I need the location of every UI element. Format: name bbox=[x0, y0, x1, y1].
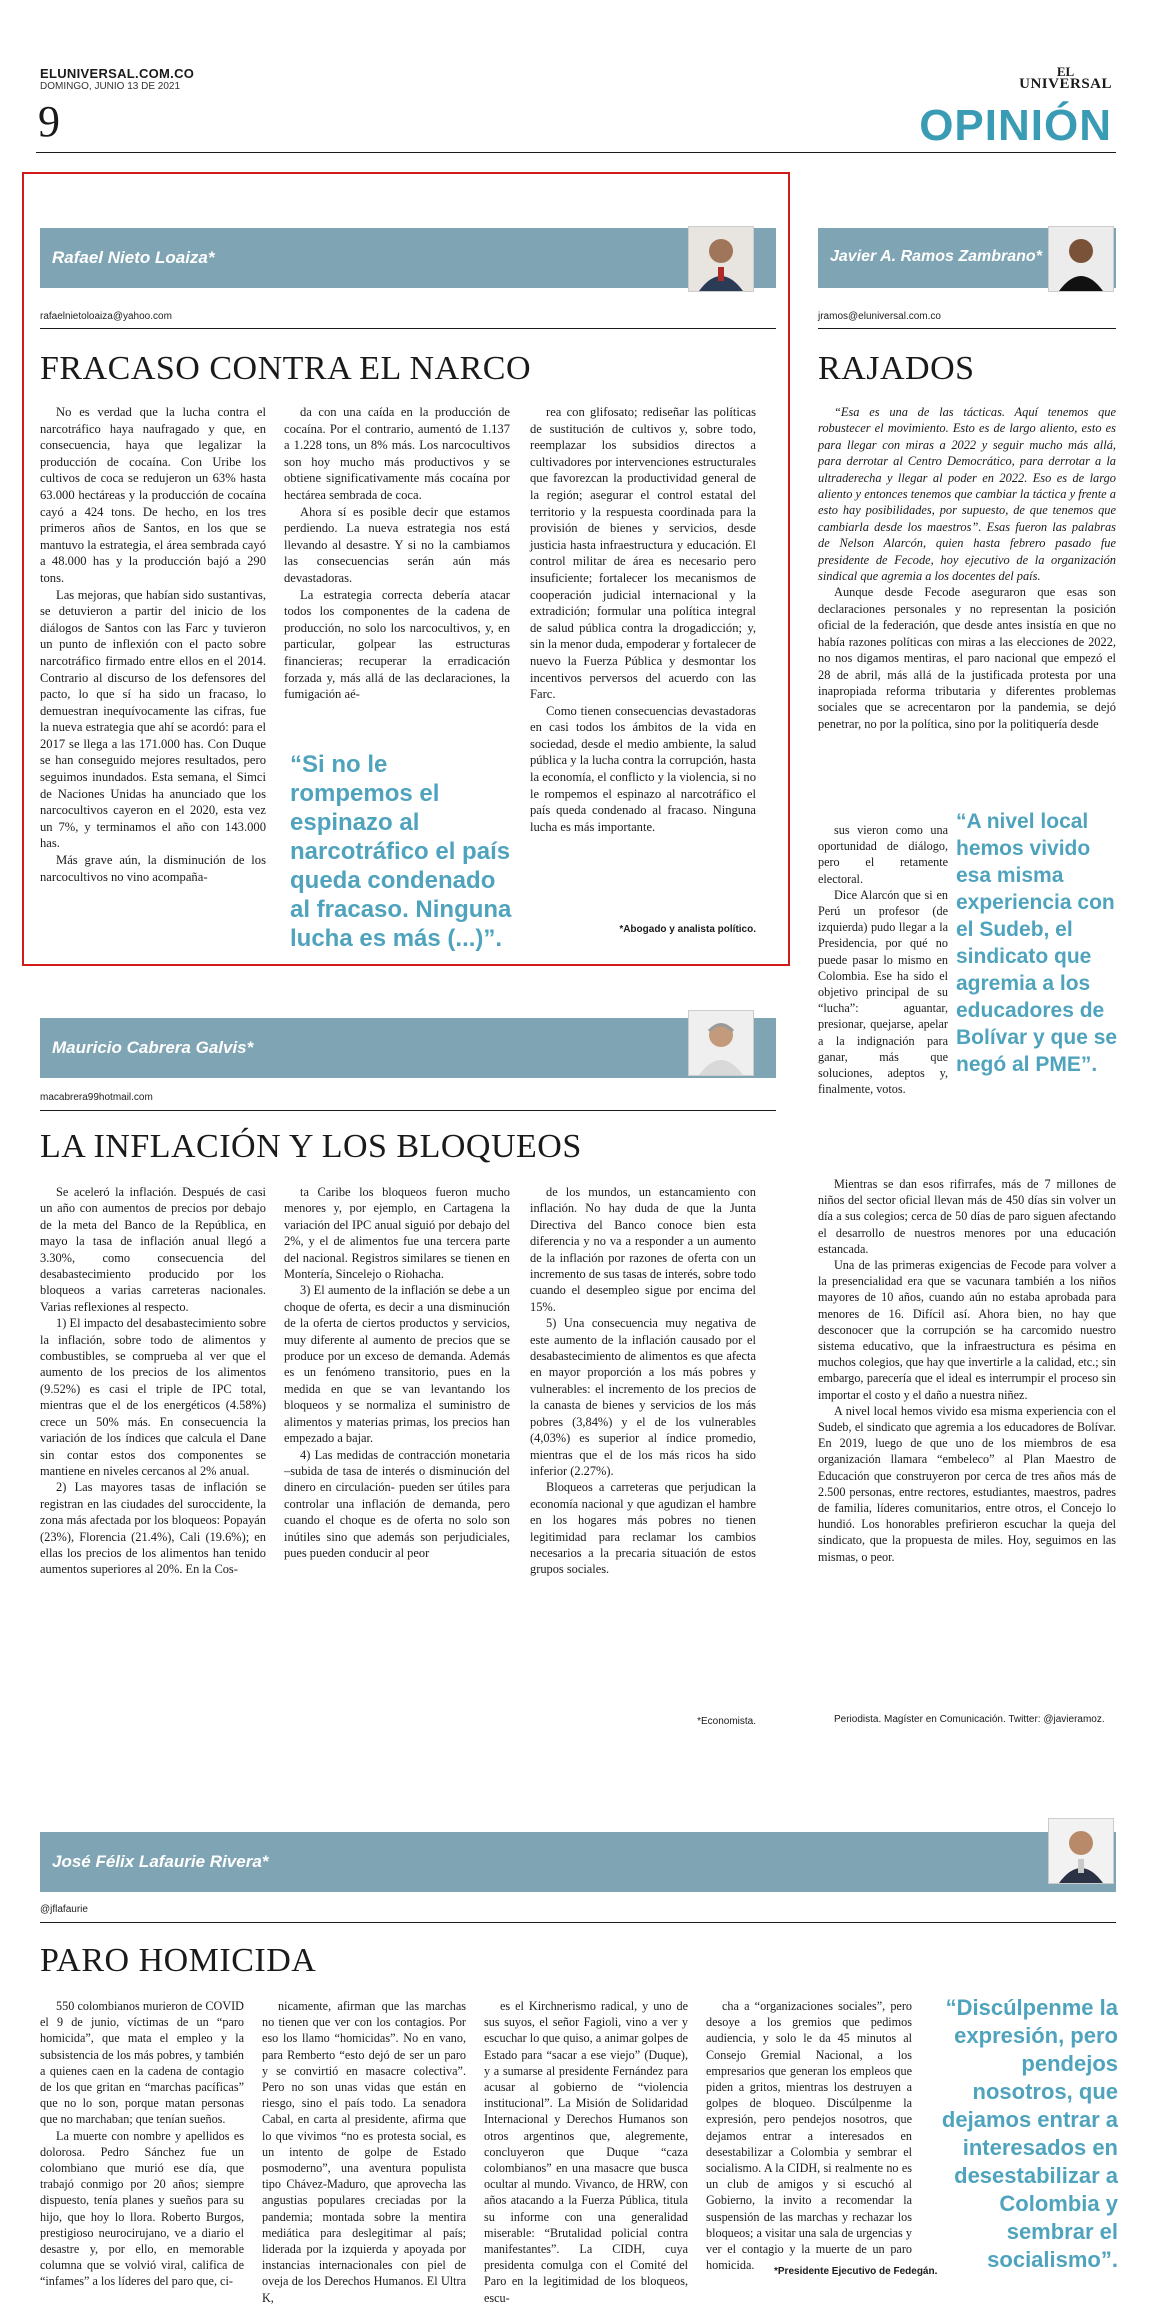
paragraph: A nivel local hemos vivido esa misma experiencia con el Sudeb, el sindicato que agremia a los educadores de Bolívar. En 2019, luego de que uno de los miembros de esa organización llamara “embeleco” al Plan Maestro de Educación que construyeron por cerca de tres años más de 2.500 personas, entre rectores, estudiantes, maestros, padres de familia, líderes comunitarios, entre otros, el Concejo lo hundió. Los honorables prefirieron escuchar la queja del sindicato, que la propuesta de miles. Hoy, seguimos en las mismas, o peor. bbox=[818, 1403, 1116, 1564]
author-email[interactable]: macabrera99hotmail.com bbox=[40, 1092, 153, 1103]
paragraph: de los mundos, un estancamiento con inflación. No hay duda de que la Junta Directiva del Banco conoce bien esta diferencia y no va a responder a un aumento de la inflación por razones de oferta con un incremento de sus tasas de interés, sobre todo cuando el desempleo sigue por encima del 15%. bbox=[530, 1185, 756, 1314]
author-name: Mauricio Cabrera Galvis* bbox=[52, 1038, 254, 1057]
logo-bottom: UNIVERSAL bbox=[1019, 76, 1112, 92]
paragraph: 4) Las medidas de contracción monetaria –subida de tasa de interés o disminución del dinero en circulación- pueden ser útiles para controlar una inflación de demanda, pero cuando el choque es de oferta no solo son inútiles sino que además son perjudiciales, pues pueden conducir al peor bbox=[284, 1447, 510, 1560]
paragraph: es el Kirchnerismo radical, y uno de sus suyos, el señor Fagioli, vino a ver y escuchar lo que quiso, a animar golpes de Estado para “sacar a ese viejo” (Duque), y a sumarse al presidente Fernández para acusar al gobierno de “violencia institucional”. La Misión de Solidaridad Internacional y Derechos Humanos son otros argentinos que, alegremente, concluyeron que Duque “caza colombianos” en una masacre que busca ocultar al mundo. Vivanco, de HRW, con años atacando a la Fuerza Pública, titula su informe con una generalidad miserable: “Brutalidad policial contra manifestantes”. La CIDH, cuya presidenta comulga con el Comité del Paro en la legitimidad de los bloqueos, escu- bbox=[484, 1999, 688, 2305]
headline: RAJADOS bbox=[818, 350, 975, 387]
headline: PARO HOMICIDA bbox=[40, 1942, 317, 1979]
article-column bbox=[284, 404, 510, 703]
paragraph: Aunque desde Fecode aseguraron que esas son declaraciones personales y no representan la posición oficial de la federación, que desde antes insistía en que no había razones políticas con miras a las elecciones de 2022, no nos digamos mentiras, el paro nacional que empezó el 28 de abril, más allá de la justificada protesta por una inapropiada reforma tributaria y diferentes problemas sociales que se acrecentaron por la pandemia, se dejó penetrar, no por la política, sino por la politiquería desde bbox=[818, 585, 1116, 731]
paragraph: Una de las primeras exigencias de Fecode para volver a la presencialidad era que se vacunara también a los niños mayores de 10 años, cuando aún no estaba aprobada para menores de 16. Difícil así. Ahora bien, no hay que desconocer que la corrupción se ha carcomido nuestro sistema educativo, que la infraestructura es pésima en muchos colegios, que hay que invertirle a la calidad, etc.; sin embargo, parecería que el ideal es interrumpir el proceso sin importar el costo y el daño a nuestra niñez. bbox=[818, 1258, 1116, 1402]
paragraph: 5) Una consecuencia muy negativa de este aumento de la inflación causado por el desabastecimiento de alimentos es que afecta en mayor proporción a los más pobres y vulnerables: el incremento de los precios de la canasta de bienes y servicios de los más pobres (3,84%) y el de los vulnerables (4,03%) es superior al índice promedio, mientras que el de los más ricos ha sido inferior (2.27%). bbox=[530, 1316, 756, 1478]
byline-rule bbox=[40, 1110, 776, 1111]
pull-quote: “Si no le rompemos el espinazo al narcotráfico el país queda condenado al fracaso. Ninguna lucha es más (...)”. bbox=[290, 751, 512, 952]
logo-top: EL bbox=[1056, 64, 1075, 79]
article-column bbox=[818, 822, 948, 1097]
paragraph: 550 colombianos murieron de COVID el 9 de junio, víctimas de un “paro homicida”, que mata el empleo y la subsistencia de los más pobres, y también a quienes caen en la cadena de contagio de los que gritan en “marchas pacíficas” que no lo son, porque matan personas que no marchaban; que tenían sueños. bbox=[40, 1999, 244, 2127]
article-column bbox=[40, 1184, 266, 1578]
paragraph: Ahora sí es posible decir que estamos perdiendo. La nueva estrategia nos está llevando al desastre. Y si no la cambiamos las consecuencias serán aún más devastadoras. bbox=[284, 504, 510, 585]
article-column bbox=[262, 1998, 466, 2306]
masthead-date: DOMINGO, JUNIO 13 DE 2021 bbox=[40, 81, 181, 92]
paragraph: “Esa es una de las tácticas. Aquí tenemos que robustecer el movimiento. Esto es de largo aliento, esto es para llegar con miras a 2022 y seguir mucho más allá, para derrotar al Centro Democrático, para derrotar a la ultraderecha y llegar al poder en 2022. Eso es de largo aliento y entonces tenemos que cambiar la táctica y frente a esto hay posibilidades, por supuesto, de que tenemos que cambiarla desde los maestros”. Esas fueron las palabras de Nelson Alarcón, quien hasta febrero pasado fue presidente de Fecode, hoy ejecutivo de la organización sindical que agremia a los docentes del país. bbox=[818, 405, 1116, 584]
author-signature: *Abogado y analista político. bbox=[619, 924, 756, 935]
page-number: 9 bbox=[38, 97, 60, 146]
article-column bbox=[818, 1176, 1116, 1565]
article-column bbox=[40, 404, 266, 885]
paragraph: rea con glifosato; rediseñar las políticas de sustitución de cultivos y, sobre todo, reemplazar los subsidios directos a cultivadores por intervenciones estructurales que favorezcan la productividad general de la región; asegurar el control estatal del territorio y la respuesta coordinada para la provisión de bienes y servicios, desde justicia hasta infraestructura y educación. El control militar de área es necesario pero insuficiente; fortalecer los mecanismos de cooperación judicial internacional y la extradición; formular una política integral de salud pública contra la drogadicción; y, sin la menor duda, empoderar y fortalecer de nuevo la Fuerza Pública y desmontar los incentivos perversos del acuerdo con las Farc. bbox=[530, 405, 756, 702]
article-column bbox=[706, 1998, 912, 2273]
pull-quote: “Discúlpenme la expresión, pero pendejos nosotros, que dejamos entrar a interesados en desestabilizar a Colombia y sembrar el socialismo”. bbox=[941, 1995, 1118, 2272]
paragraph: Se aceleró la inflación. Después de casi un año con aumentos de precios por debajo de la meta del Banco de la República, en mayo la tasa de inflación anual llegó a 3.30%, como consecuencia del desabastecimiento producido por los bloqueos a varias carreteras nacionales. Varias reflexiones al respecto. bbox=[40, 1185, 266, 1314]
author-email[interactable]: @jflafaurie bbox=[40, 1904, 88, 1915]
author-name: José Félix Lafaurie Rivera* bbox=[52, 1852, 269, 1871]
paragraph: La muerte con nombre y apellidos es dolorosa. Pedro Sánchez fue un colombiano que murió ese día, que trabajó conmigo por 20 años; siempre dispuesto, tenía planes y sueños para su hijo, que hoy lo llora. Roberto Burgos, prestigioso neurocirujano, ve a diario el desastre y, por ello, en memorable columna que se volvió viral, califica de “infames” a los líderes del paro que, ci- bbox=[40, 2128, 244, 2289]
article-column bbox=[530, 1184, 756, 1578]
paragraph: Como tienen consecuencias devastadoras en casi todos los ámbitos de la vida en sociedad, desde el medio ambiente, la salud pública y la lucha contra la corrupción, hasta la economía, el conflicto y la violencia, si no le rompemos el espinazo al narcotráfico el país queda condenado al fracaso. Ninguna lucha es más importante. bbox=[530, 703, 756, 834]
article-column bbox=[284, 1184, 510, 1561]
paragraph: Dice Alarcón que si en Perú un profesor (de izquierda) pudo llegar a la Presidencia, por qué no puede pasar lo mismo en Colombia. Ese ha sido el objetivo principal de su “lucha”: aguantar, presionar, quejarse, apelar a la indignación para ganar, más que soluciones, adeptos y, finalmente, votos. bbox=[818, 887, 948, 1097]
paragraph: 2) Las mayores tasas de inflación se registran en las ciudades del suroccidente, la zona más afectada por los bloqueos: Popayán (23%), Florencia (21.4%), Cali (19.6%); en ellas los precios de los alimentos han tenido aumentos superiores al 20%. En la Cos- bbox=[40, 1480, 266, 1577]
byline-rule bbox=[40, 328, 776, 329]
author-photo-icon bbox=[688, 1010, 754, 1076]
paragraph: da con una caída en la producción de cocaína. Por el contrario, aumentó de 1.137 a 1.228 tons, un 8% más. Los narcocultivos son hoy mucho más productivos y se obtiene significativamente más cocaína por hectárea sembrada de coca. bbox=[284, 405, 510, 502]
masthead-site: ELUNIVERSAL.COM.CO bbox=[40, 66, 195, 81]
author-name: Rafael Nieto Loaiza* bbox=[52, 248, 215, 267]
author-photo-icon bbox=[688, 226, 754, 292]
newspaper-logo bbox=[1019, 66, 1112, 90]
article-column bbox=[530, 404, 756, 835]
author-signature: *Economista. bbox=[697, 1716, 756, 1727]
article-column bbox=[484, 1998, 688, 2306]
paragraph: Mientras se dan esos rifirrafes, más de 7 millones de niños del sector oficial llevan más de 450 días sin volver un día a sus colegios; cerca de 50 días de paro siguen afectando el desarrollo de nuestros menores por una educación estancada. bbox=[818, 1177, 1116, 1256]
paragraph: 3) El aumento de la inflación se debe a un choque de oferta, es decir a una disminución de la oferta de ciertos productos y servicios, muy diferente al aumento de precios que se produce por un exceso de demanda. Además es un fenómeno transitorio, pues en la medida en que se van levantando los bloqueos y se normaliza el suministro de alimentos y materias primas, los precios han empezado a bajar. bbox=[284, 1283, 510, 1446]
masthead-divider bbox=[36, 152, 1116, 153]
paragraph: Más grave aún, la disminución de los narcocultivos no vino acompaña- bbox=[40, 853, 266, 884]
paragraph: Las mejoras, que habían sido sustantivas, se detuvieron a partir del inicio de los diálogos de Santos con las Farc y tuvieron un punto de inflexión con el pacto sobre narcotráfico firmado entre ellos en el 2014. Contrario al discurso de los defensores del pacto, lo que sí ha sido un fracaso, lo demuestran inequívocamente las cifras, fue la nueva estrategia que ahí se acordó: para el 2017 se llega a las 171.000 has. Con Duque se han conseguido mejores resultados, pero seguimos inundados. Esta semana, el Simci de Naciones Unidas ha anunciado que los narcocultivos cayeron en el 2020, esta vez un 7%, y terminamos el año con 143.000 has. bbox=[40, 587, 266, 851]
author-email[interactable]: rafaelnietoloaiza@yahoo.com bbox=[40, 311, 172, 322]
paragraph: nicamente, afirman que las marchas no tienen que ver con los contagios. Por eso los llamo “homicidas”. No en vano, para Remberto “esto dejó de ser un paro y se convirtió en masacre colectiva”. Pero no son unas vidas que están en riesgo, sino el país todo. La senadora Cabal, en carta al presidente, afirma que lo que vivimos “no es protesta social, es un intento de golpe de Estado posmoderno”, una aventura populista tipo Chávez-Maduro, que aprovecha las angustias populares creciadas por la pandemia; montada sobre la mentira mediática para deslegitimar al país; liderada por la izquierda y apoyada por instancias internacionales con piel de oveja de los Derechos Humanos. El Ultra K, bbox=[262, 1999, 466, 2305]
byline-rule bbox=[40, 1922, 1116, 1923]
paragraph: La estrategia correcta debería atacar todos los componentes de la cadena de producción, no solo los narcocultivos, y, en particular, golpear las estructuras financieras; recuperar la erradicación forzada y, más allá de las declaraciones, la fumigación aé- bbox=[284, 587, 510, 702]
paragraph: cha a “organizaciones sociales”, pero desoye a los gremios que pedimos audiencia, y solo le da 45 minutos al Consejo Gremial Nacional, a los empresarios que generan los empleos que piden a gritos, mientras los destruyen a golpes de bloqueo. Discúlpenme la expresión, pero pendejos nosotros, que dejamos entrar a interesados en desestabilizar a Colombia y sembrar el socialismo. A la CIDH, si realmente no es un club de amigos y si escuchó al Gobierno, la invito a recomendar la suspensión de las marchas y rechazar los bloqueos; a visitar una sala de urgencias y ver el contagio y la muerte de un paro homicida. bbox=[706, 1999, 912, 2273]
author-photo-icon bbox=[1048, 226, 1114, 292]
pull-quote: “A nivel local hemos vivido esa misma experiencia con el Sudeb, el sindicato que agremia a los educadores de Bolívar y que se negó al PME”. bbox=[956, 810, 1118, 1076]
paragraph: No es verdad que la lucha contra el narcotráfico haya naufragado y que, en consecuencia, haya que legalizar la producción de cocaína. Con Uribe los cultivos de coca se redujeron un 63% hasta 63.000 hectáreas y la producción de cocaína cayó a 424 tons. De hecho, en los tres primeros años de Santos, en los que se mantuvo la estrategia, el área sembrada cayó a 48.000 has y la producción bajó a 290 tons. bbox=[40, 405, 266, 585]
author-photo-icon bbox=[1048, 1818, 1114, 1884]
paragraph: sus vieron como una oportunidad de diálogo, pero el retamente electoral. bbox=[818, 823, 948, 886]
headline: LA INFLACIÓN Y LOS BLOQUEOS bbox=[40, 1128, 582, 1165]
author-name: Javier A. Ramos Zambrano* bbox=[830, 248, 1042, 265]
author-signature: *Presidente Ejecutivo de Fedegán. bbox=[774, 2266, 938, 2277]
author-email[interactable]: jramos@eluniversal.com.co bbox=[818, 311, 941, 322]
paragraph: Bloqueos a carreteras que perjudican la economía nacional y que agudizan el hambre en los hogares más pobres no tienen legitimidad para reclamar los cambios necesarios a la precaria situación de estos grupos sociales. bbox=[530, 1480, 756, 1577]
paragraph: ta Caribe los bloqueos fueron mucho menores y, por ejemplo, en Cartagena la variación del IPC anual siguió por debajo del 2%, y el de alimentos fue una tercera parte del nacional. Registros similares se tienen en Montería, Sincelejo o Riohacha. bbox=[284, 1185, 510, 1282]
section-title: OPINIÓN bbox=[919, 101, 1112, 150]
author-signature: Periodista. Magíster en Comunicación. Twitter: @javieramoz. bbox=[834, 1714, 1105, 1725]
headline: FRACASO CONTRA EL NARCO bbox=[40, 350, 532, 387]
byline-rule bbox=[818, 328, 1116, 329]
article-column bbox=[818, 404, 1116, 732]
paragraph: 1) El impacto del desabastecimiento sobre la inflación, sobre todo de alimentos y combustibles, se comprueba al ver que el aumento de los precios de los alimentos (9.52%) es casi el triple de IPC total, mientras que el de los energéticos (4.58%) crece un 50% más. En consecuencia la variación de los índices que calcula el Dane sin contar estos dos componentes se mantiene en niveles cercanos al 2% anual. bbox=[40, 1316, 266, 1478]
article-column bbox=[40, 1998, 244, 2290]
